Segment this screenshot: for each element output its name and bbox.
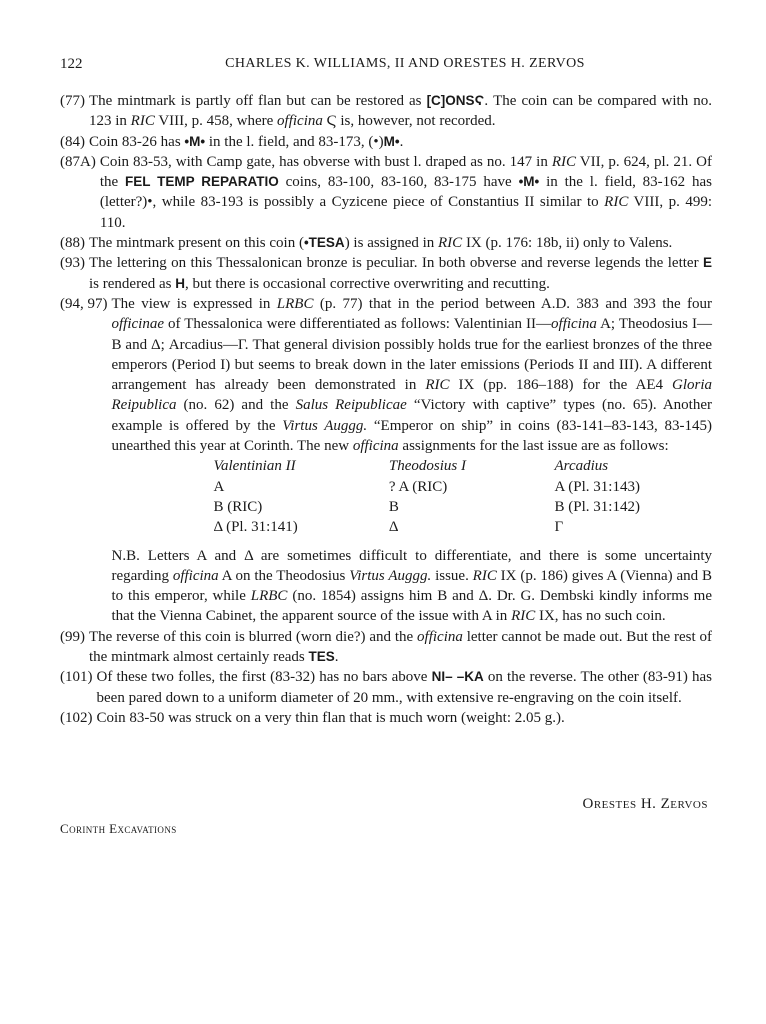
note-99 bbox=[60, 627, 712, 668]
author-affiliation: Corinth Excavations bbox=[60, 821, 177, 836]
note-94-97 bbox=[60, 294, 712, 627]
table-cell: A bbox=[213, 478, 225, 495]
table-row bbox=[214, 477, 713, 497]
note-text: The lettering on this Thessalonican bronze is peculiar. In both obverse and reverse legends the letter E is rendered as H, but there is occasional corrective overwriting and recutting. bbox=[89, 255, 712, 292]
note-text: The mintmark present on this coin (•TESA) is assigned in RIC IX (p. 176: 18b, ii) only to Valens. bbox=[89, 235, 673, 252]
table-cell: B (RIC) bbox=[213, 498, 263, 515]
note-number: (93) bbox=[60, 255, 85, 272]
page-header bbox=[60, 56, 710, 74]
note-text: Coin 83-50 was struck on a very thin flan that is much worn (weight: 2.05 g.). bbox=[96, 709, 565, 726]
table-cell: B (Pl. 31:142) bbox=[554, 498, 640, 515]
mintmark: •TESA bbox=[303, 235, 345, 251]
coin-legend: FEL TEMP REPARATIO bbox=[125, 174, 279, 190]
note-number: (102) bbox=[60, 709, 93, 726]
note-87a bbox=[60, 152, 712, 233]
table-cell: Γ bbox=[554, 519, 564, 536]
table-row bbox=[214, 517, 713, 537]
notes-list bbox=[60, 91, 712, 728]
mintmark: NI– –KA bbox=[431, 669, 484, 685]
table-header-row bbox=[214, 456, 713, 476]
note-77 bbox=[60, 91, 712, 132]
note-number: (77) bbox=[60, 93, 85, 109]
officina-table bbox=[214, 456, 713, 537]
table-cell: Δ bbox=[388, 519, 399, 536]
table-cell: ? A (RIC) bbox=[388, 478, 448, 495]
mintmark: M• bbox=[383, 133, 400, 149]
note-102 bbox=[60, 708, 712, 728]
table-row bbox=[214, 497, 713, 517]
page-number: 122 bbox=[60, 56, 83, 72]
mintmark: •M• bbox=[518, 174, 540, 190]
note-text: Coin 83-26 has •M• in the l. field, and 83-173, (•)M•. bbox=[89, 133, 404, 150]
mintmark: TES bbox=[308, 649, 335, 665]
note-101 bbox=[60, 667, 712, 708]
note-text: Coin 83-53, with Camp gate, has obverse with bust l. draped as no. 147 in RIC VII, p. 624, pl. 21. Of the FEL TEMP REPARATIO coins, 83-100, 83-160, 83-175 have •M• in the l. field, 83-162 has (letter?)•, while 83-193 is possibly a Cyzicene piece of Constantius II similar to RIC VIII, p. 499: 110. bbox=[99, 153, 713, 231]
note-text: The mintmark is partly off flan but can be restored as [C]ONSϚ. The coin can be compared with no. 123 in RIC VIII, p. 458, where officina Ϛ is, however, not recorded. bbox=[89, 93, 713, 130]
note-text: The view is expressed in LRBC (p. 77) that in the period between A.D. 383 and 393 the four officinae of Thessalonica were differentiated as follows: Valentinian II—officina A; Theodosius I—B and Δ; Arcadius—Γ. That general division possibly holds true for the earliest bronzes of the three emperors (Period I) but seems to break down in the later emissions (Periods II and III). A different arrangement has already been demonstrated in RIC IX (pp. 186–188) for the AE4 Gloria Reipublica (no. 62) and the Salus Reipublicae “Victory with captive” types (no. 65). Another example is offered by the Virtus Auggg. “Emperor on ship” in coins (83-141–83-143, 83-145) unearthed this year at Corinth. The new officina assignments for the last issue are as follows: Valentinian II Theodosius I Arcadius A ? A (RIC) A (Pl. 31:143) B (RIC) B B (Pl. 31:142) Δ (Pl. 31:141) Δ Γ N.B. Letters A and Δ are sometimes difficult to differentiate, and there is some uncertainty regarding officina A on the Theodosius Virtus Auggg. issue. RIC IX (p. 186) gives A (Vienna) and B to this emperor, while LRBC (no. 1854) assigns him B and Δ. Dr. G. Dembski kindly informs me that the Vienna Cabinet, the apparent source of the issue with A in RIC IX, has no such coin. bbox=[108, 294, 713, 627]
mintmark: [C]ONSϚ bbox=[426, 93, 485, 108]
running-head: CHARLES K. WILLIAMS, II AND ORESTES H. ZERVOS bbox=[225, 56, 585, 71]
note-84 bbox=[60, 132, 712, 152]
note-number: (101) bbox=[60, 669, 93, 686]
nb-paragraph: N.B. Letters A and Δ are sometimes difficult to differentiate, and there is some uncertainty regarding officina A on the Theodosius Virtus Auggg. issue. RIC IX (p. 186) gives A (Vienna) and B to this emperor, while LRBC (no. 1854) assigns him B and Δ. Dr. G. Dembski kindly informs me that the Vienna Cabinet, the apparent source of the issue with A in RIC IX, has no such coin. bbox=[111, 547, 712, 625]
column-header: Valentinian II bbox=[213, 458, 296, 475]
column-header: Theodosius I bbox=[388, 458, 466, 475]
note-number: (84) bbox=[60, 133, 85, 150]
note-93 bbox=[60, 253, 712, 294]
note-88 bbox=[60, 233, 712, 253]
note-number: (88) bbox=[60, 235, 85, 252]
note-number: (94, 97) bbox=[60, 295, 108, 312]
letter-glyph: E bbox=[702, 255, 712, 271]
note-number: (99) bbox=[60, 628, 85, 645]
letter-glyph: H bbox=[175, 275, 185, 291]
note-text: The reverse of this coin is blurred (worn die?) and the officina letter cannot be made out. But the rest of the mintmark almost certainly reads TES. bbox=[89, 628, 713, 666]
column-header: Arcadius bbox=[554, 458, 609, 475]
table-cell: Δ (Pl. 31:141) bbox=[213, 519, 298, 536]
author-signature: Orestes H. Zervos bbox=[582, 796, 708, 812]
mintmark: •M• bbox=[184, 133, 206, 149]
table-cell: B bbox=[388, 498, 399, 515]
table-cell: A (Pl. 31:143) bbox=[554, 478, 640, 495]
note-number: (87A) bbox=[60, 153, 96, 170]
note-text: Of these two folles, the first (83-32) has no bars above NI– –KA on the reverse. The other (83-91) has been pared down to a uniform diameter of 20 mm., with extensive re-engraving on the coin itself. bbox=[96, 669, 713, 706]
